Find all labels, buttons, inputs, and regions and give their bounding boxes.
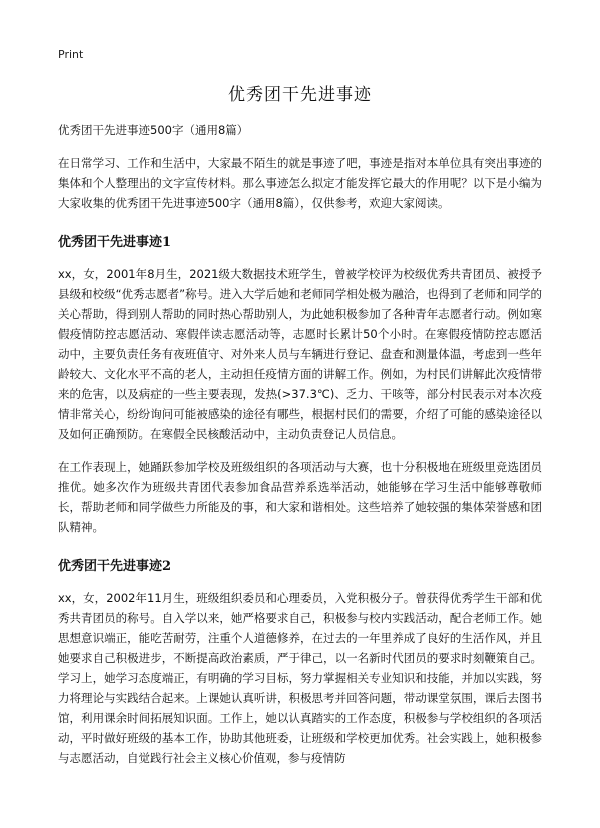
section-1-paragraph-2: 在工作表现上，她踊跃参加学校及班级组织的各项活动与大赛，也十分积极地在班级里竞选团员推优。她多次作为班级共青团代表参加食品营养系选举活动，她能够在学习生活中能够尊敬师长，帮助老师和同学做些力所能及的事，和大家和谐相处。这些培养了她较强的集体荣誉感和团队精神。 bbox=[58, 460, 542, 534]
print-label: Print bbox=[58, 48, 84, 61]
document-title: 优秀团干先进事迹 bbox=[228, 85, 372, 105]
document-body bbox=[58, 153, 542, 781]
document-subtitle: 优秀团干先进事迹500字（通用8篇） bbox=[58, 123, 249, 137]
section-2-paragraph-1: xx，女，2002年11月生，班级组织委员和心理委员，入党积极分子。曾获得优秀学生干部和优秀共青团员的称号。自入学以来，她严格要求自己，积极参与校内实践活动，配合老师工作。她思想意识端正，能吃苦耐劳，注重个人道德修养，在过去的一年里养成了良好的生活作风，并且她要求自己积极进步，不断提高政治素质，严于律己，以一名新时代团员的要求时刻鞭策自己。学习上，她学习态度端正，有明确的学习目标，努力掌握相关专业知识和技能，并加以实践，努力将理论与实践结合起来。上课她认真听讲，积极思考并回答问题，带动课堂氛围，课后去图书馆，利用课余时间拓展知识面。工作上，她以认真踏实的工作态度，积极参与学校组织的各项活动，平时做好班级的基本工作，协助其他班委，让班级和学校更加优秀。社会实践上，她积极参与志愿活动，自觉践行社会主义核心价值观，参与疫情防 bbox=[58, 591, 542, 765]
section-1-paragraph-1: xx，女，2001年8月生，2021级大数据技术班学生，曾被学校评为校级优秀共青团员、被授予县级和校级“优秀志愿者”称号。进入大学后她和老师同学相处极为融洽，也得到了老师和同学的关心帮助，得到别人帮助的同时热心帮助别人，为此她积极参加了各种青年志愿者行动。例如寒假疫情防控志愿活动、寒假伴读志愿活动等，志愿时长累计50个小时。在寒假疫情防控志愿活动中，主要负责任务有夜班值守、对外来人员与车辆进行登记、盘查和测量体温，考虑到一些年龄较大、文化水平不高的老人，主动担任疫情方面的讲解工作。例如，为村民们讲解此次疫情带来的危害，以及病症的一些主要表现，发热(>37.3℃)、乏力、干咳等，部分村民表示对本次疫情非常关心，纷纷询问可能被感染的途径有哪些，根据村民们的需要，介绍了可能的感染途径以及如何正确预防。在寒假全民核酸活动中，主动负责登记人员信息。 bbox=[58, 267, 542, 441]
intro-paragraph: 在日常学习、工作和生活中，大家最不陌生的就是事迹了吧，事迹是指对本单位具有突出事迹的集体和个人整理出的文字宣传材料。那么事迹怎么拟定才能发挥它最大的作用呢？以下是小编为大家收集的优秀团干先进事迹500字（通用8篇），仅供参考，欢迎大家阅读。 bbox=[58, 156, 542, 210]
section-heading-2: 优秀团干先进事迹2 bbox=[58, 559, 172, 574]
section-heading-1: 优秀团干先进事迹1 bbox=[58, 235, 172, 250]
